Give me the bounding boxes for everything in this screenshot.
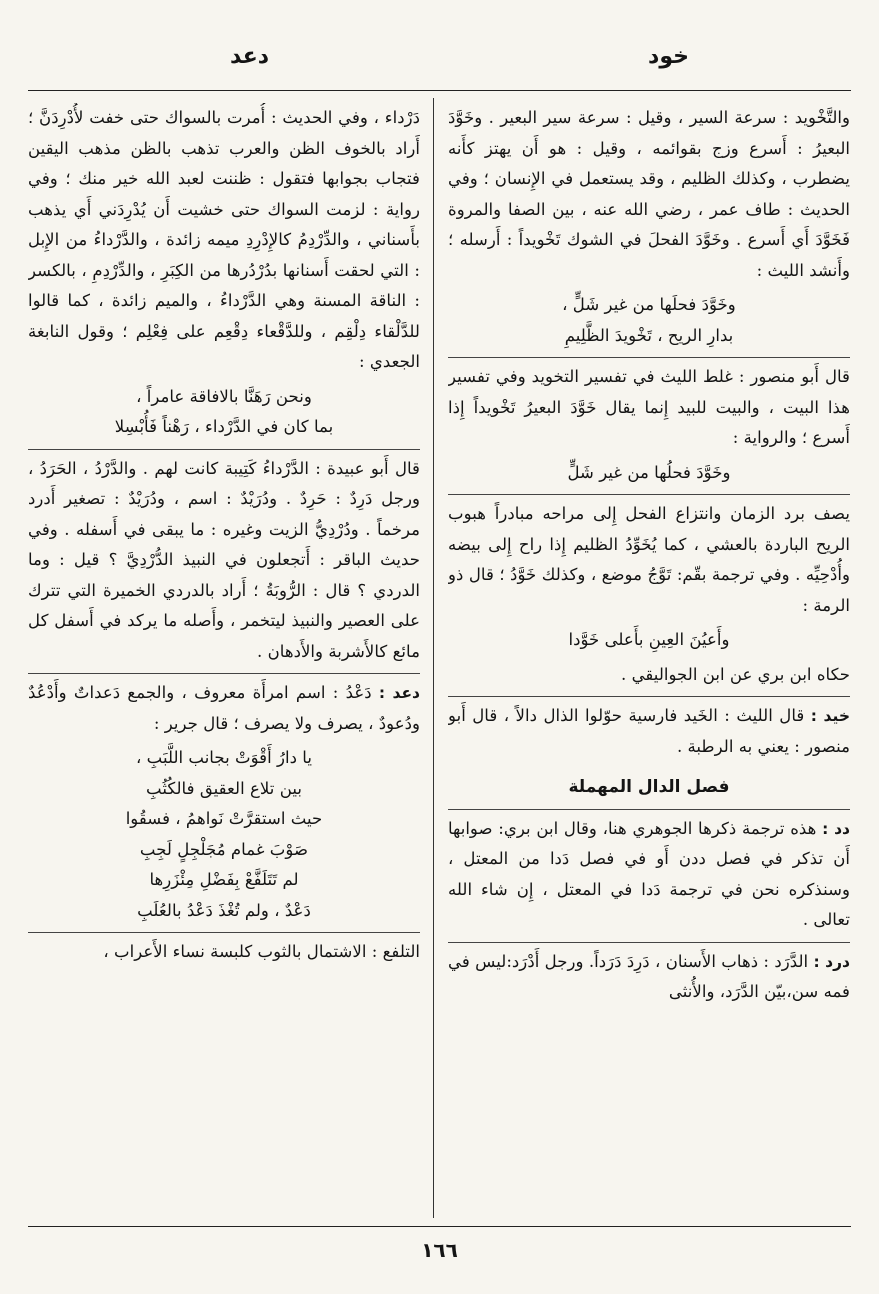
entry-dard-text: الدَّرَد : ذهاب الأَسنان ، دَرِدَ دَرَداً. ورجل أَدْرَد:ليس في فمه سن،بيّن الدَّرَد، والأُنثى [448, 951, 850, 1001]
verse-line: صَوْبَ غمام مُجَلْجِلٍ لَجِبِ [139, 839, 309, 859]
entry-daad-text: دَعْدُ : اسم امرأَة معروف ، والجمع دَعداتٌ وأَدْعُدٌ ودُعودٌ ، يصرف ولا يصرف ؛ قال جرير : [28, 683, 420, 733]
verse-line: وخَوَّدَ فحلُها من غير شَلٍّ [567, 462, 731, 482]
left-column [28, 103, 420, 1213]
entry-dard [448, 947, 850, 1008]
running-head-left: دعد [230, 44, 270, 69]
entry-separator [28, 449, 420, 450]
top-rule [28, 90, 851, 91]
headword: دد : [822, 819, 850, 838]
headword: درد : [813, 952, 850, 971]
entry-separator [448, 357, 850, 358]
verse-line: حيث استقرَّتْ نَواهمُ ، فسقُوا [125, 809, 323, 828]
entry-separator [28, 673, 420, 674]
verse-line: يا دارُ أَقْوَتْ بجانب اللَّبَبِ ، [136, 748, 312, 767]
entry-dard-text: دَرْداء ، وفي الحديث : أُمرت بالسواك حتى خفت لأُدْرِدَنَّ ؛ أَراد بالخوف الظن والعرب تذهب بالظن مذهب اليقين فتجاب بجوابها فتقول : ظننت لعبد الله خير منك ؛ وفي رواية : لزمت السواك حتى خشيت أَن يُدْرِدَني أَي يذهب بأَسناني ، والدِّرْدِمُ كالإِدْرِدِ ميمه زائدة ، والدَّرْداءُ من الإِبل : التي لحقت أَسنانها بدُرْدُرها من الكِبَرِ ، والدِّرْدِمِ ، بالكسر : الناقة المسنة وهي الدَّرْداءُ ، والميم زائدة ، كما قالوا للدَّلْقاء دِلْقِم ، وللدَّقْعاء دِقْعِم على فِعْلِم ؛ وقول النابغة الجعدي : [28, 108, 420, 371]
verse-line: بما كان في الدَّرْداء ، رَهْناً فَأُبْسِلا [114, 417, 334, 436]
column-divider [433, 98, 434, 1218]
entry-separator [448, 696, 850, 697]
entry-dard-text: قال أَبو عبيدة : الدَّرْداءُ كَتِيبة كانت لهم . والدَّرْدُ ، الحَرَدُ ، ورجل دَرِدٌ : حَرِدٌ . ودُرَيْدٌ : اسم ، ودُرَيْدٌ : تصغير أَدرد مرخماً . ودُرْدِيُّ الزيت وغيره : ما يبقى في أَسفله . وفي حديث الباقر : أَتجعلون في النبيذ الدُّرْدِيَّ ؟ قيل : وما الدردي ؟ قال : الرُّوبَةُ ؛ أَراد بالدردي الخميرة التي تترك على العصير والنبيذ ليتخمر ، وأَصله ما يركد في أَسفل كل مائع كالأَشربة والأَدهان . [28, 458, 420, 661]
section-title: فصل الدال المهملة [568, 777, 730, 797]
bottom-rule [28, 1226, 851, 1227]
verse-line: بين تلاع العقيق فالكُثُبِ [146, 778, 302, 798]
entry-separator [448, 809, 850, 810]
running-head-right: خود [648, 44, 689, 69]
headword: دعد : [378, 684, 420, 702]
entry-khawd-text: قال أَبو منصور : غلط الليث في تفسير التخويد وفي تفسير هذا البيت ، والبيت للبيد إِنما يقال خَوَّدَ البعيرُ تَخْويداً إِذا أَسرع ؛ والرواية : [448, 367, 850, 447]
entry-dad [448, 814, 850, 936]
entry-khawd-text: والتَّخْويد : سرعة السير ، وقيل : سرعة سير البعير . وخَوَّدَ البعيرُ : أَسرع وزج بقوائمه ، وقيل : هو أَن يهتز كأَنه يضطرب ، وكذلك الظليم ، وقد يستعمل في الإِنسان ؛ وفي الحديث : طاف عمر ، رضي الله عنه ، بين الصفا والمروة فَخَوَّدَ أَي أَسرع . وخَوَّدَ الفحلَ في الشوك تَخْويداً : أَرسله ؛ وأَنشد الليث : [448, 108, 850, 280]
headword: خيد : [810, 707, 850, 725]
entry-khawd-text: يصف برد الزمان وانتزاع الفحل إِلى مراحه مبادراً هبوب الريح الباردة بالعشي ، كما يُخَوِّدُ الظليم إِذا راح إِلى بيضه وأُدْحِيِّه . وفي ترجمة بقّم: تَوَّجُ موضع ، وكذلك خَوَّدُ ؛ قال ذو الرمة : [448, 504, 850, 615]
page-number: ١٦٦ [421, 1238, 458, 1262]
entry-khawd-text: حكاه ابن بري عن ابن الجواليقي . [621, 664, 850, 684]
verse-line: ونحن رَهَنَّا بالافاقة عامراً ، [136, 386, 312, 406]
entry-daad-text: التلفع : الاشتمال بالثوب كلبسة نساء الأَعراب ، [103, 942, 420, 961]
verse-block [448, 458, 850, 489]
entry-separator [448, 494, 850, 495]
entry-separator [448, 942, 850, 943]
right-column [448, 103, 850, 1213]
verse-line: لم تَتَلَفَّعْ بِفَضْلِ مِئْزَرِها [149, 870, 299, 889]
verse-block [28, 743, 420, 926]
entry-khid-text: قال الليث : الخَيد فارسية حوّلوا الذال دالاً ، قال أَبو منصور : يعني به الرطبة . [448, 706, 850, 756]
entry-khid [448, 701, 850, 762]
verse-block [448, 290, 850, 351]
verse-line: بدارِ الريح ، تَخْويدَ الظَّلِيمِ [564, 325, 734, 345]
verse-line: دَعْدٌ ، ولم تُغْذَ دَعْدُ بالعُلَبِ [137, 900, 311, 920]
entry-separator [28, 932, 420, 933]
entry-daad [28, 678, 420, 739]
verse-block [28, 382, 420, 443]
verse-block [448, 625, 850, 656]
entry-dad-text: هذه ترجمة ذكرها الجوهري هنا، وقال ابن بري: صوابها أَن تذكر في فصل ددن أَو في فصل دَدا من المعتل ، وسنذكره نحن في ترجمة دَدا في المعتل ، إِن شاء الله تعالى . [448, 818, 850, 929]
verse-line: وخَوَّدَ فحلَها من غير شَلٍّ ، [562, 295, 736, 314]
verse-line: وأَعيُنَ العِينِ بأَعلى خَوَّدا [568, 630, 730, 649]
